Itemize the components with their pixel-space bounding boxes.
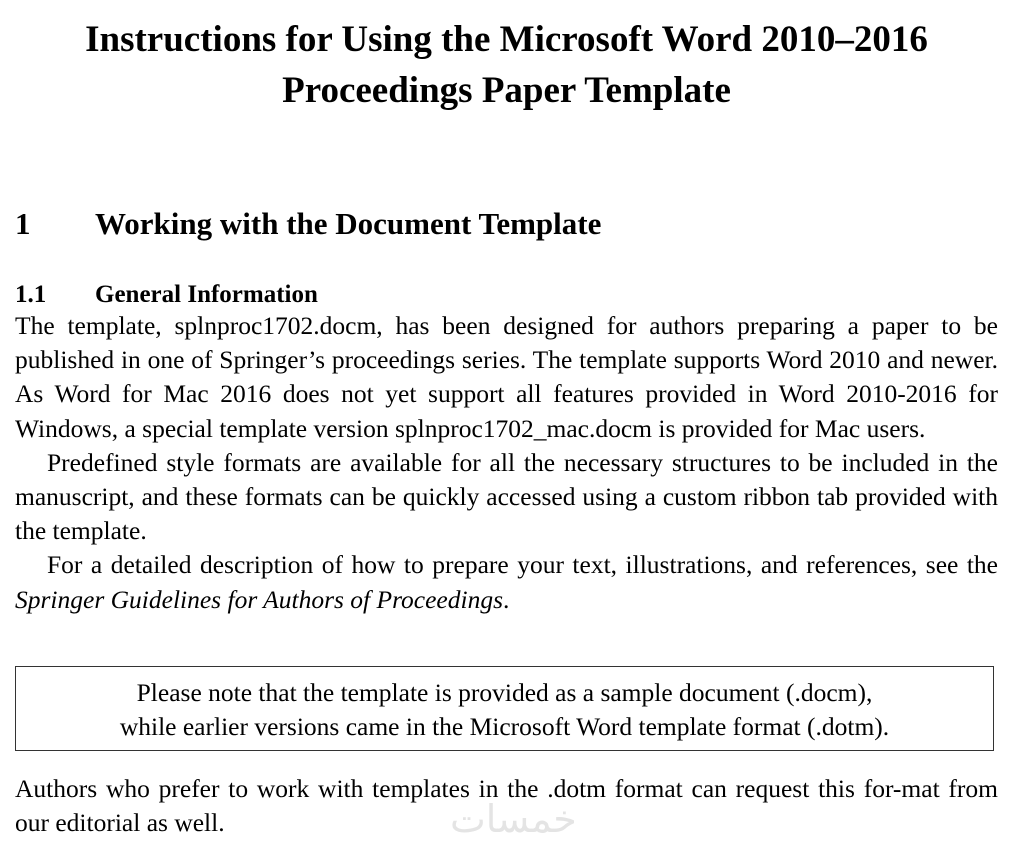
paragraph-guidelines — [15, 548, 998, 616]
body-text — [15, 309, 998, 617]
guidelines-text-after: . — [503, 584, 510, 614]
guidelines-text-before: For a detailed description of how to prepare your text, illustrations, and references, see the — [47, 550, 998, 580]
section-number: 1 — [15, 205, 31, 241]
notice-line-1: Please note that the template is provided as a sample document (.docm), — [136, 678, 873, 707]
section-title: Working with the Document Template — [95, 205, 602, 241]
guidelines-title: Springer Guidelines for Authors of Proceedings — [15, 584, 504, 614]
document-title — [15, 14, 998, 116]
title-line-1: Instructions for Using the Microsoft Word 2010–2016 — [85, 19, 928, 60]
subsection-title: General Information — [95, 281, 318, 308]
notice-box — [15, 666, 994, 751]
subsection-number: 1.1 — [15, 281, 47, 308]
subsection-heading — [15, 279, 318, 311]
section-heading — [15, 204, 601, 244]
title-line-2: Proceedings Paper Template — [282, 70, 731, 111]
paragraph-style-formats: Predefined style formats are available for all the necessary structures to be included in the manuscript, and these formats can be quickly accessed using a custom ribbon tab provided with the template. — [15, 447, 998, 546]
paragraph-dotm-request: Authors who prefer to work with templates in the .dotm format can request this for-mat from our editorial as well. — [15, 774, 998, 838]
watermark: خمسات — [450, 797, 577, 841]
notice-line-2: while earlier versions came in the Microsoft Word template format (.dotm). — [119, 712, 890, 741]
paragraph-template-intro: The template, splnproc1702.docm, has been designed for authors preparing a paper to be published in one of Springer’s proceedings series. The template supports Word 2010 and newer. As Word for Mac 2016 does not yet support all features provided in Word 2010-2016 for Windows, a special template version splnproc1702_mac.docm is provided for Mac users. — [15, 311, 998, 443]
